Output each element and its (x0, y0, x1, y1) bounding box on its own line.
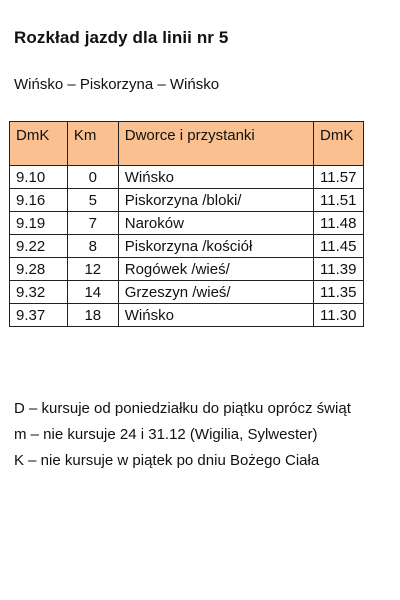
cell-time-out: 9.22 (10, 235, 68, 258)
header-stops: Dworce i przystanki (118, 122, 313, 166)
cell-stop: Naroków (118, 212, 313, 235)
note-d: D – kursuje od poniedziałku do piątku oprócz świąt (14, 400, 351, 417)
page-title: Rozkład jazdy dla linii nr 5 (14, 28, 229, 47)
route-subtitle: Wińsko – Piskorzyna – Wińsko (14, 76, 220, 93)
table-row (10, 304, 364, 327)
cell-km: 8 (67, 235, 118, 258)
timetable (9, 121, 364, 327)
cell-stop: Rogówek /wieś/ (118, 258, 313, 281)
cell-time-out: 9.19 (10, 212, 68, 235)
cell-km: 18 (67, 304, 118, 327)
table-row (10, 281, 364, 304)
cell-stop: Piskorzyna /bloki/ (118, 189, 313, 212)
header-departure-return: DmK (314, 122, 364, 166)
cell-km: 12 (67, 258, 118, 281)
table-row (10, 189, 364, 212)
cell-stop: Wińsko (118, 166, 313, 189)
cell-stop: Grzeszyn /wieś/ (118, 281, 313, 304)
cell-time-return: 11.51 (314, 189, 364, 212)
cell-km: 5 (67, 189, 118, 212)
cell-time-return: 11.45 (314, 235, 364, 258)
cell-time-return: 11.39 (314, 258, 364, 281)
legend-notes (14, 396, 351, 474)
timetable-header-row (10, 122, 364, 166)
cell-time-out: 9.37 (10, 304, 68, 327)
cell-time-out: 9.32 (10, 281, 68, 304)
table-row (10, 166, 364, 189)
cell-stop: Wińsko (118, 304, 313, 327)
cell-time-out: 9.10 (10, 166, 68, 189)
header-departure-outbound: DmK (10, 122, 68, 166)
cell-time-return: 11.48 (314, 212, 364, 235)
cell-km: 7 (67, 212, 118, 235)
cell-time-return: 11.57 (314, 166, 364, 189)
note-k: K – nie kursuje w piątek po dniu Bożego Ciała (14, 452, 320, 469)
cell-time-return: 11.30 (314, 304, 364, 327)
cell-km: 14 (67, 281, 118, 304)
table-row (10, 212, 364, 235)
note-m: m – nie kursuje 24 i 31.12 (Wigilia, Sylwester) (14, 426, 318, 443)
cell-time-out: 9.28 (10, 258, 68, 281)
table-row (10, 235, 364, 258)
cell-km: 0 (67, 166, 118, 189)
header-km: Km (67, 122, 118, 166)
cell-time-out: 9.16 (10, 189, 68, 212)
cell-time-return: 11.35 (314, 281, 364, 304)
cell-stop: Piskorzyna /kościół (118, 235, 313, 258)
table-row (10, 258, 364, 281)
